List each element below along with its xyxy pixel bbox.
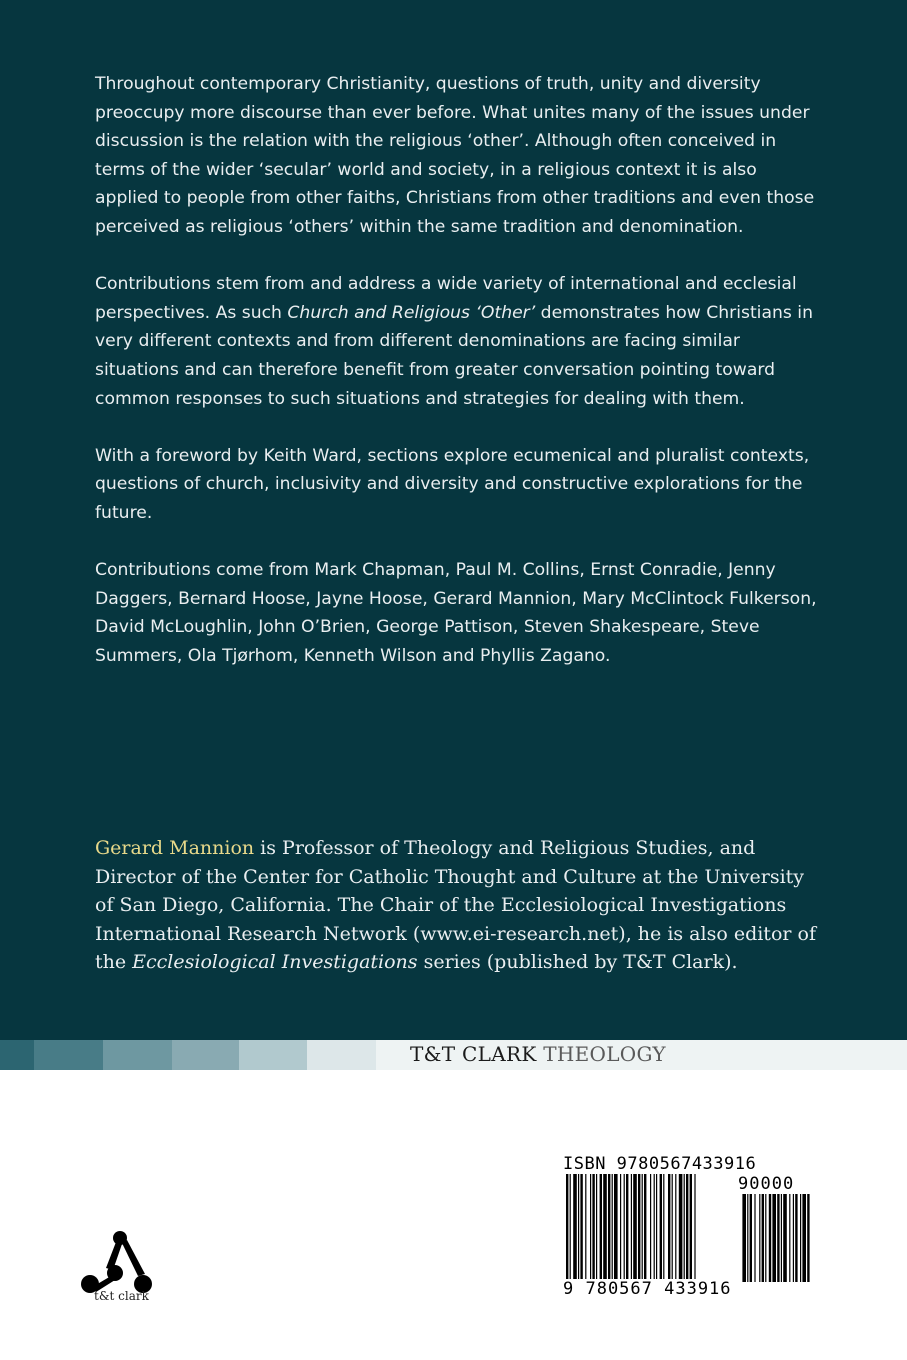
author-name: Gerard Mannion	[95, 837, 255, 859]
barcode-bar	[690, 1174, 692, 1282]
blurb-paragraph-3: With a foreword by Keith Ward, sections explore ecumenical and pluralist contexts, questions of church, inclusivity and diversity and constructive explorations for the future.	[95, 445, 810, 523]
barcode-digits: 9 780567 433916	[563, 1279, 732, 1299]
barcode-bar	[590, 1174, 591, 1282]
band-label-area	[376, 1040, 907, 1070]
addon-bar	[754, 1194, 755, 1282]
addon-bar	[747, 1194, 748, 1282]
barcode-bar	[585, 1174, 586, 1282]
addon-bar	[795, 1194, 797, 1282]
band-step-2	[34, 1040, 103, 1070]
barcode-bar	[631, 1174, 632, 1282]
barcode-bar	[668, 1174, 670, 1282]
barcode-bar	[603, 1174, 607, 1282]
series-label	[410, 1042, 666, 1066]
series-title: Ecclesiological Investigations	[132, 951, 418, 974]
addon-bar	[783, 1194, 787, 1282]
barcode-bar	[672, 1174, 673, 1282]
barcode-bar	[679, 1174, 683, 1282]
barcode-bar	[608, 1174, 610, 1282]
barcode-bar	[660, 1174, 662, 1282]
barcode-bar	[644, 1174, 646, 1282]
addon-bar	[762, 1194, 764, 1282]
blurb-paragraph-2	[95, 270, 825, 413]
barcode-bar	[638, 1174, 640, 1282]
barcode-bar	[633, 1174, 637, 1282]
barcode-bar	[592, 1174, 594, 1282]
blurb-p2-start: Contributions stem from and address a wide variety of international and ecclesial perspectives. As such	[95, 274, 797, 323]
bio-text-start: is Professor of Theology and Religious Studies, and Director of the Center for Catholic Thought and Culture at the University of San Diego, California. The Chair of the Ecclesiological Investigations International Research Network (www.ei-research.net), he is also editor of the	[95, 837, 816, 974]
barcode-bar	[642, 1174, 643, 1282]
addon-bar	[750, 1194, 752, 1282]
series-band	[0, 1040, 907, 1070]
addon-bar	[777, 1194, 779, 1282]
addon-bar	[781, 1194, 782, 1282]
barcode-bar	[573, 1174, 577, 1282]
barcode-bar	[596, 1174, 597, 1282]
barcode-bar	[566, 1174, 568, 1282]
band-step-6	[307, 1040, 376, 1070]
book-title: Church and Religious ‘Other’	[287, 302, 536, 323]
publisher-name: t&t clark	[94, 1289, 149, 1303]
bio-text-end: series (published by T&T Clark).	[417, 951, 738, 974]
addon-bar	[807, 1194, 809, 1282]
barcode-bar	[684, 1174, 685, 1282]
blurb-p2-end: demonstrates how Christians in very different contexts and from different denominations are facing similar situations and can therefore benefit from greater conversation pointing toward common responses to such situations and strategies for dealing with them.	[95, 302, 813, 409]
bio-paragraph	[95, 834, 825, 977]
addon-bar	[800, 1194, 801, 1282]
addon-bar	[789, 1194, 790, 1282]
barcode-bar	[624, 1174, 625, 1282]
barcode-bar	[656, 1174, 657, 1282]
barcode-bar	[570, 1174, 571, 1282]
band-step-3	[103, 1040, 172, 1070]
addon-bar	[759, 1194, 760, 1282]
price-code: 90000	[738, 1174, 795, 1194]
barcode-bar	[654, 1174, 655, 1282]
barcode-bar	[650, 1174, 651, 1282]
addon-bar	[793, 1194, 794, 1282]
blurb-paragraph-1: Throughout contemporary Christianity, questions of truth, unity and diversity preoccupy more discourse than ever before. What unites many of the issues under discussion is the relation with the religious ‘other’. Although often conceived in terms of the wider ‘secular’ world and society, in a religious context it is also applied to people from other faiths, Christians from other traditions and even those perceived as religious ‘others’ within the same tradition and denomination.	[95, 74, 815, 237]
barcode-bar	[614, 1174, 618, 1282]
blurb	[95, 70, 825, 699]
addon-bar	[742, 1194, 746, 1282]
addon-bar	[802, 1194, 806, 1282]
addon-bar	[772, 1194, 776, 1282]
barcode-bar	[663, 1174, 664, 1282]
isbn-label: ISBN 9780567433916	[563, 1154, 757, 1174]
barcode-bar	[612, 1174, 613, 1282]
barcode-bar	[686, 1174, 688, 1282]
band-step-4	[172, 1040, 239, 1070]
barcode-bar	[694, 1174, 695, 1282]
band-step-5	[239, 1040, 307, 1070]
series-genre: THEOLOGY	[536, 1042, 666, 1066]
author-bio	[95, 834, 825, 977]
series-brand: T&T CLARK	[410, 1042, 537, 1066]
barcode-bar	[600, 1174, 602, 1282]
barcode-bar	[626, 1174, 628, 1282]
contributors-paragraph: Contributions come from Mark Chapman, Paul M. Collins, Ernst Conradie, Jenny Daggers, Bernard Hoose, Jayne Hoose, Gerard Mannion, Mary McClintock Fulkerson, David McLoughlin, John O’Brien, George Pattison, Steven Shakespeare, Steve Summers, Ola Tjørhom, Kenneth Wilson and Phyllis Zagano.	[95, 560, 817, 666]
addon-bar	[769, 1194, 771, 1282]
band-step-1	[0, 1040, 34, 1070]
publisher-logo-icon	[78, 1228, 158, 1318]
addon-bar	[765, 1194, 766, 1282]
barcode-bar	[578, 1174, 579, 1282]
barcode-bar	[620, 1174, 621, 1282]
barcode-bar	[675, 1174, 676, 1282]
barcode-bar	[580, 1174, 582, 1282]
